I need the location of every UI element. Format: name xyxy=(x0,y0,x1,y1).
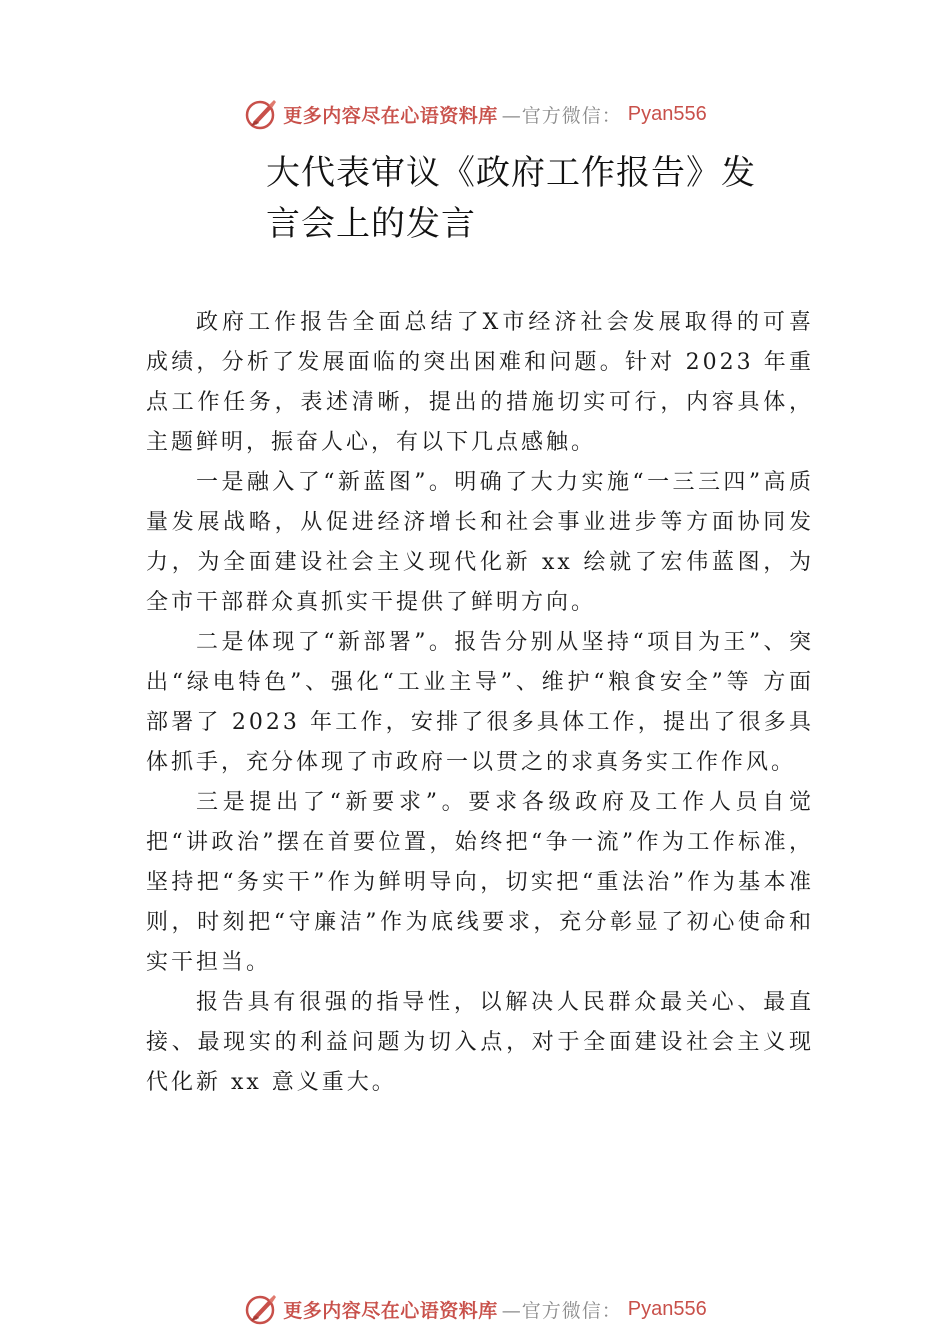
paragraph-new-deployment: 二是体现了“新部署”。报告分别从坚持“项目为王”、突出“绿电特色”、强化“工业主导”、维护“粮食安全”等 方面部署了 2023 年工作，安排了很多具体工作，提出了很多具体抓手，充分体现了市政府一以贯之的求真务实工作作风。 xyxy=(146,630,814,775)
banner-account-id: Pyan556 xyxy=(627,102,707,125)
brand-logo-icon xyxy=(243,96,279,132)
banner-wechat-label: —官方微信： xyxy=(501,104,622,127)
document-title xyxy=(266,148,786,250)
paragraph-new-requirements: 三是提出了“新要求”。要求各级政府及工作人员自觉把“讲政治”摆在首要位置，始终把“争一流”作为工作标准，坚持把“务实干”作为鲜明导向，切实把“重法治”作为基本准则，时刻把“守廉洁”作为底线要求，充分彰显了初心使命和实干担当。 xyxy=(146,790,814,975)
paragraph-conclusion: 报告具有很强的指导性，以解决人民群众最关心、最直接、最现实的利益问题为切入点，对于全面建设社会主义现代化新 xx 意义重大。 xyxy=(146,990,814,1095)
brand-logo-icon xyxy=(243,1291,279,1327)
document-body xyxy=(146,303,814,1103)
banner-account-id: Pyan556 xyxy=(627,1297,707,1320)
header-banner xyxy=(0,94,950,134)
title-line-1: 大代表审议《政府工作报告》发 xyxy=(266,153,756,193)
banner-brand-text: 更多内容尽在心语资料库 xyxy=(283,104,498,127)
banner-brand-text: 更多内容尽在心语资料库 xyxy=(283,1299,498,1322)
footer-banner xyxy=(0,1289,950,1329)
title-line-2: 言会上的发言 xyxy=(266,204,476,244)
paragraph-new-blueprint: 一是融入了“新蓝图”。明确了大力实施“一三三四”高质量发展战略，从促进经济增长和社会事业进步等方面协同发力，为全面建设社会主义现代化新 xx 绘就了宏伟蓝图，为全市干部群众真抓实干提供了鲜明方向。 xyxy=(146,470,814,615)
banner-wechat-label: —官方微信： xyxy=(501,1299,622,1322)
paragraph-intro: 政府工作报告全面总结了X市经济社会发展取得的可喜成绩，分析了发展面临的突出困难和问题。针对 2023 年重点工作任务，表述清晰，提出的措施切实可行，内容具体， 主题鲜明，振奋人心，有以下几点感触。 xyxy=(146,310,814,455)
